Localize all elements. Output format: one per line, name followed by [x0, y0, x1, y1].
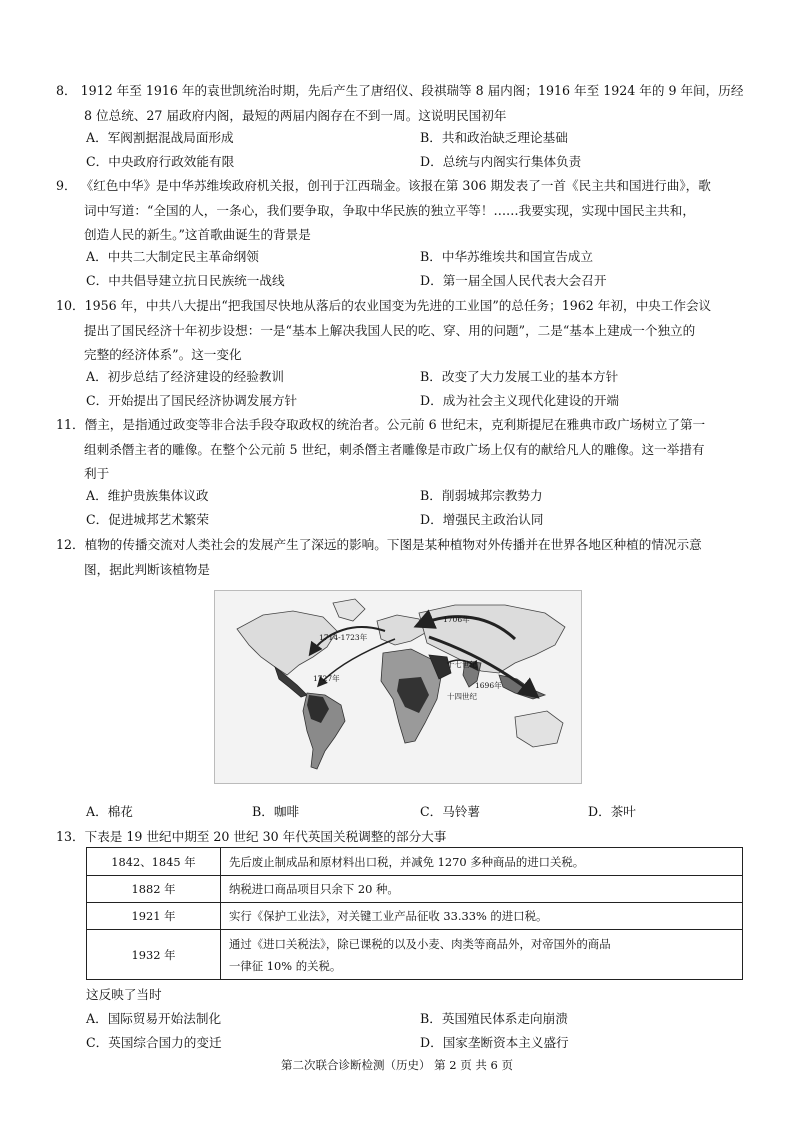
option-c: C．英国综合国力的变迁 [86, 1035, 222, 1050]
option-b: B．咖啡 [252, 804, 300, 819]
option-c: C．中共倡导建立抗日民族统一战线 [86, 273, 285, 288]
table-year-cell: 1932 年 [87, 930, 221, 980]
question-9 [56, 174, 746, 248]
table-year-cell: 1882 年 [87, 876, 221, 903]
question-12-line-1: 12．植物的传播交流对人类社会的发展产生了深远的影响。下图是某种植物对外传播并在世界各地区种植的情况示意 [56, 537, 702, 552]
option-b: B．英国殖民体系走向崩溃 [420, 1011, 568, 1026]
option-b: B．改变了大力发展工业的基本方针 [420, 369, 619, 384]
question-12 [56, 533, 746, 582]
question-9-options [86, 246, 746, 296]
table-event-line: 通过《进口关税法》，除已课税的以及小麦、肉类等商品外，对帝国外的商品 [229, 936, 611, 951]
table-event-cell: 实行《保护工业法》，对关键工业产品征收 33.33% 的进口税。 [221, 903, 743, 930]
option-a: A．棉花 [86, 804, 133, 819]
question-10-line-2: 提出了国民经济十年初步设想：一是“基本上解决我国人民的吃、穿、用的问题”，二是“基本上建成一个独立的 [84, 322, 696, 338]
question-12-options [86, 801, 746, 825]
tariff-events-table [86, 847, 743, 980]
page-footer: 第二次联合诊断检测（历史） 第 2 页 共 6 页 [280, 1058, 514, 1072]
world-map-svg [215, 591, 581, 783]
table-event-line: 一律征 10% 的关税。 [229, 958, 342, 973]
map-label-1714-1723: 1714-1723年 [319, 633, 368, 642]
question-9-line-3: 创造人民的新生。”这首歌曲诞生的背景是 [84, 227, 311, 242]
option-d: D．总统与内阁实行集体负责 [420, 154, 582, 169]
option-a: A．军阀割据混战局面形成 [86, 130, 234, 145]
map-label-1706: 1706年 [443, 615, 470, 624]
southeast-asia-shape [499, 675, 545, 699]
option-d: D．增强民主政治认同 [420, 512, 544, 527]
option-a: A．中共二大制定民主革命纲领 [86, 249, 259, 264]
question-9-line-2: 词中写道：“全国的人，一条心，我们要争取，争取中华民族的独立平等！……我要实现，实现中国民主共和， [84, 202, 695, 218]
table-event-cell: 纳税进口商品项目只余下 20 种。 [221, 876, 743, 903]
question-11-line-1: 11．僭主，是指通过政变等非合法手段夺取政权的统治者。公元前 6 世纪末，克利斯提尼在雅典市政广场树立了第一 [56, 417, 706, 432]
table-row [87, 848, 743, 876]
plant-spread-world-map [214, 590, 582, 784]
question-10-line-3: 完整的经济体系”。这一变化 [84, 347, 242, 362]
option-b: B．共和政治缺乏理论基础 [420, 130, 568, 145]
map-label-14th-century: 十四世纪 [447, 692, 477, 701]
map-label-1696: 1696年 [475, 681, 502, 690]
option-c: C．马铃薯 [420, 804, 481, 819]
table-year-cell: 1842、1845 年 [87, 848, 221, 876]
table-year-cell: 1921 年 [87, 903, 221, 930]
option-c: C．中央政府行政效能有限 [86, 154, 235, 169]
question-10 [56, 294, 746, 368]
question-8-options [86, 127, 746, 177]
greenland-shape [333, 599, 365, 621]
table-row [87, 930, 743, 980]
option-a: A．国际贸易开始法制化 [86, 1011, 222, 1026]
option-c: C．开始提出了国民经济协调发展方针 [86, 393, 298, 408]
australia-shape [515, 711, 563, 747]
option-c: C．促进城邦艺术繁荣 [86, 512, 209, 527]
option-b: B．中华苏维埃共和国宣告成立 [420, 249, 593, 264]
question-10-line-1: 10．1956 年，中共八大提出“把我国尽快地从落后的农业国变为先进的工业国”的总任务；1962 年初，中央工作会议 [56, 298, 712, 313]
option-d: D．成为社会主义现代化建设的开端 [420, 393, 620, 408]
option-d: D．国家垄断资本主义盛行 [420, 1035, 569, 1050]
table-row [87, 876, 743, 903]
option-d: D．第一届全国人民代表大会召开 [420, 273, 607, 288]
question-11 [56, 413, 746, 487]
map-label-17th-century: 十七世纪 [447, 660, 477, 669]
map-label-1727: 1727年 [313, 674, 340, 683]
question-13-after-text: 这反映了当时 [86, 987, 162, 1002]
question-13 [56, 825, 746, 850]
option-d: D．茶叶 [588, 804, 636, 819]
table-event-cell: 先后废止制成品和原材料出口税，并减免 1270 多种商品的进口关税。 [221, 848, 743, 876]
question-13-stem: 13．下表是 19 世纪中期至 20 世纪 30 年代英国关税调整的部分大事 [56, 829, 447, 844]
question-11-options [86, 485, 746, 535]
question-11-line-3: 利于 [84, 466, 110, 481]
question-8-line-1: 8． 1912 年至 1916 年的袁世凯统治时期，先后产生了唐绍仪、段祺瑞等 8 届内阁；1916 年至 1924 年的 9 年间，历经 [56, 83, 744, 98]
question-8 [56, 79, 746, 128]
question-13-options [86, 984, 746, 1056]
north-america-shape [237, 611, 337, 675]
table-row [87, 903, 743, 930]
table-event-cell [221, 930, 743, 980]
question-12-line-2: 图，据此判断该植物是 [84, 561, 210, 577]
option-b: B．削弱城邦宗教势力 [420, 488, 543, 503]
option-a: A．维护贵族集体议政 [86, 488, 209, 503]
question-10-options [86, 366, 746, 416]
question-9-line-1: 9． 《红色中华》是中华苏维埃政府机关报，创刊于江西瑞金。该报在第 306 期发表了一首《民主共和国进行曲》，歌 [56, 178, 711, 193]
question-8-line-2: 8 位总统、27 届政府内阁，最短的两届内阁存在不到一周。这说明民国初年 [84, 107, 507, 123]
question-11-line-2: 组刺杀僭主者的雕像。在整个公元前 5 世纪，刺杀僭主者雕像是市政广场上仅有的献给凡人的雕像。这一举措有 [84, 441, 705, 457]
option-a: A．初步总结了经济建设的经验教训 [86, 369, 285, 384]
